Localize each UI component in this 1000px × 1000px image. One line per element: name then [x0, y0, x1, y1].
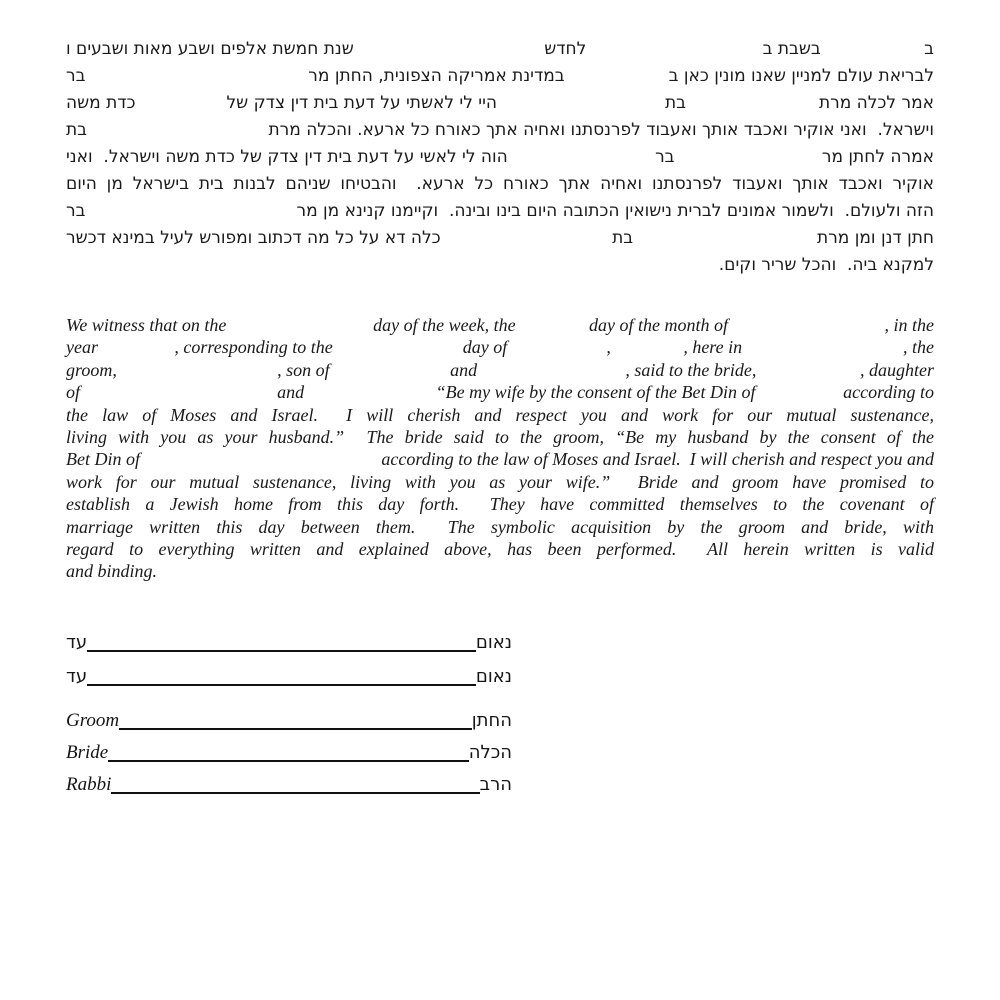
hebrew-text-line [66, 144, 934, 171]
text-run: , daughter [860, 359, 934, 380]
text-run: year [66, 337, 98, 358]
bride-signature-line [108, 760, 469, 762]
text-run: אמר לכלה מרת [818, 93, 934, 113]
text-run: Bet Din of [66, 449, 140, 470]
hebrew-paragraph [66, 36, 934, 279]
text-run: groom, [66, 359, 117, 380]
text-run: בת [66, 120, 88, 140]
rabbi-signature-row [66, 774, 512, 796]
english-text-line [66, 359, 934, 381]
hebrew-text-line [66, 63, 934, 90]
text-run: שנת חמשת אלפים ושבע מאות ושבעים ו [66, 39, 354, 59]
text-run: וישראל. ואני אוקיר ואכבד אותך ואעבוד לפרנסתנו ואחיה אתך כאורח כל ארעא. והכלה מרת [268, 120, 934, 140]
hebrew-text-line [66, 225, 934, 252]
english-text-line: regard to everything written and explained above, has been performed. All herein written is valid [66, 538, 934, 559]
text-run: “Be my wife by the consent of the Bet Din of [435, 382, 756, 403]
english-text-line: living with you as your husband.” The bride said to the groom, “Be my husband by the consent of the [66, 426, 934, 447]
bride-label: Bride [66, 742, 109, 763]
text-run: הזה ולעולם. ולשמור אמונים לברית נישואין הכתובה היום בינו ובינה. וקיימנו קנינא מן מר [296, 201, 934, 221]
text-run: and [277, 382, 305, 403]
english-text-line: and binding. [66, 561, 158, 582]
hebrew-text-line [66, 117, 934, 144]
english-text-line [66, 336, 934, 358]
text-run: , son of [277, 359, 330, 380]
english-paragraph [66, 314, 934, 583]
rabbi-hebrew-label: הרב [479, 774, 512, 795]
text-run: day of [462, 337, 508, 358]
witness-1-row [66, 632, 512, 654]
text-run: חתן דנן ומן מרת [817, 228, 934, 248]
text-run: according to [843, 382, 934, 403]
rabbi-label: Rabbi [66, 774, 112, 795]
english-text-line: marriage written this day between them. The symbolic acquisition by the groom and bride, with [66, 516, 934, 537]
witness-1-signature-line [87, 650, 476, 652]
rabbi-signature-line [111, 792, 479, 794]
witness-2-signature-line [87, 684, 476, 686]
witness-2-label: עד [66, 666, 88, 687]
text-run: בר [66, 66, 86, 86]
hebrew-text-line: אוקיר ואכבד אותך ואעבוד לפרנסתנו ואחיה אתך כאורח כל ארעא. והבטיחו שניהם לבנות בית בישראל מן היום [66, 174, 934, 194]
witness-1-declaration-label: נאום [475, 632, 512, 653]
english-text-line: establish a Jewish home from this day forth. They have committed themselves to the covenant of [66, 494, 934, 515]
text-run: במדינת אמריקה הצפונית, החתן מר [308, 66, 565, 86]
groom-hebrew-label: החתן [471, 710, 512, 731]
text-run: day of the week, the [373, 315, 516, 335]
english-text-line [66, 381, 934, 403]
groom-label: Groom [66, 710, 120, 731]
hebrew-text-line [66, 36, 934, 63]
text-run: , in the [884, 315, 934, 335]
signature-section-spacer [66, 700, 512, 710]
witness-1-label: עד [66, 632, 88, 653]
bride-hebrew-label: הכלה [468, 742, 512, 763]
bride-signature-row [66, 742, 512, 764]
english-text-line [66, 448, 934, 470]
text-run: , the [903, 337, 934, 358]
hebrew-text-line [66, 198, 934, 225]
text-run: , here in [683, 337, 743, 358]
text-run: , [606, 337, 611, 358]
text-run: בת [612, 228, 634, 248]
text-run: and [450, 359, 478, 380]
text-run: בת [664, 93, 686, 113]
text-run: בשבת ב [762, 39, 821, 59]
signature-section [66, 632, 512, 806]
text-run: לבריאת עולם למניין שאנו מונין כאן ב [668, 66, 934, 86]
text-run: We witness that on the [66, 315, 227, 335]
text-run: בר [655, 147, 675, 167]
text-run: , corresponding to the [174, 337, 333, 358]
groom-signature-row [66, 710, 512, 732]
text-run: , said to the bride, [625, 359, 757, 380]
text-run: היי לי לאשתי על דעת בית דין צדק של [226, 93, 498, 113]
text-run: כדת משה [66, 93, 136, 113]
witness-2-row [66, 666, 512, 688]
english-text-line: work for our mutual sustenance, living with you as your wife.” Bride and groom have promised to [66, 471, 934, 492]
text-run: according to the law of Moses and Israel. I will cherish and respect you and [381, 449, 934, 470]
text-run: אמרה לחתן מר [821, 147, 934, 167]
text-run: of [66, 382, 81, 403]
groom-signature-line [119, 728, 472, 730]
text-run: בר [66, 201, 86, 221]
english-text-line [66, 314, 934, 336]
witness-2-declaration-label: נאום [475, 666, 512, 687]
text-run: לחדש [544, 39, 587, 59]
hebrew-text-line: למקנא ביה. והכל שריר וקים. [718, 255, 934, 275]
text-run: כלה דא על כל מה דכתוב ומפורש לעיל במינא דכשר [66, 228, 441, 248]
text-run: הוה לי לאשי על דעת בית דין צדק של כדת משה וישראל. ואני [66, 147, 508, 167]
text-run: ב [924, 39, 934, 59]
hebrew-text-line [66, 90, 934, 117]
text-run: day of the month of [589, 315, 728, 335]
english-text-line: the law of Moses and Israel. I will cherish and respect you and work for our mutual sustenance, [66, 404, 934, 425]
